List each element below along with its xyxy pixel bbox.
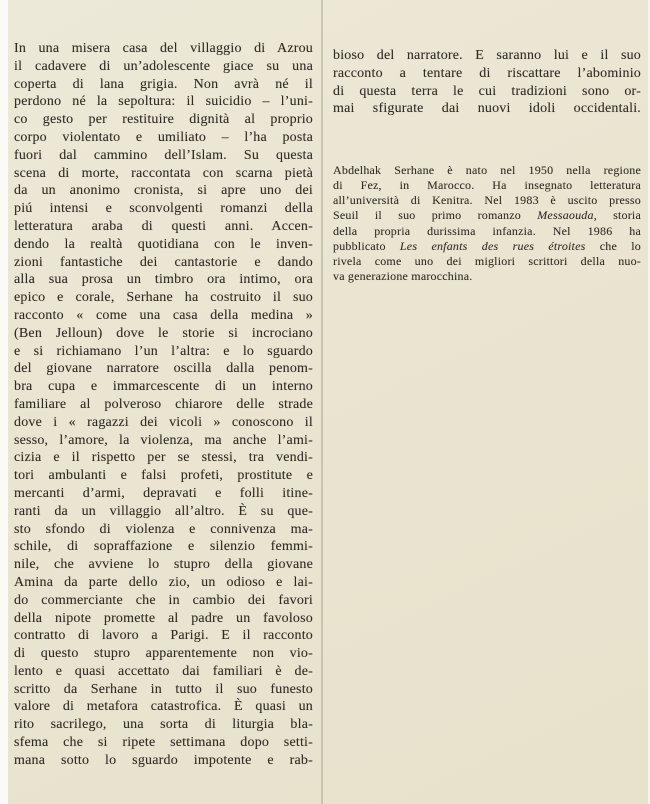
text-line [14,681,313,699]
text-line [14,538,313,556]
text-segment: del giovane narratore oscilla dalla penom- [14,361,313,377]
text-segment: corpo violentato e umiliato – l’ha posta [14,129,313,145]
text-segment: fuori dal cammino dell’Islam. Su questa [14,147,313,163]
text-line [333,83,641,101]
text-segment: all’università di Kenitra. Nel 1983 è uscito presso [333,193,641,208]
text-line [333,65,641,83]
text-segment: di Fez, in Marocco. Ha insegnato letteratura [333,178,641,193]
text-line [14,467,313,485]
intro-paragraph [333,47,641,118]
text-segment: di questo stupro apparentemente non vio- [14,646,313,662]
text-line [14,307,313,325]
text-line [333,163,641,178]
text-line [14,698,313,716]
text-line [14,271,313,289]
text-segment: familiare al polveroso chiarore delle strade [14,396,313,412]
text-segment: , storia [593,208,641,223]
text-segment: sto sfondo di violenza e connivenza ma- [14,521,313,537]
text-segment: dendo la realtà quotidiana con le inven- [14,236,313,252]
text-line [333,100,641,118]
text-line [14,663,313,681]
text-segment: Abdelhak Serhane è nato nel 1950 nella regione [333,163,641,178]
text-line [333,193,641,208]
text-line [14,592,313,610]
text-line [333,269,641,284]
text-segment: piú intensi e sconvolgenti romanzi della [14,201,313,217]
text-line [14,485,313,503]
text-line [14,378,313,396]
text-segment: bra cupa e immarcescente di un interno [14,379,313,395]
text-segment: epico e corale, Serhane ha costruito il suo [14,290,313,306]
text-segment: coperta di lana grigia. Non avrà né il [14,76,313,92]
text-line [14,432,313,450]
text-line [14,325,313,343]
italic-title-text: Messaouda [537,208,594,223]
text-segment: (Ben Jelloun) dove le storie si incrociano [14,325,313,341]
text-line [14,610,313,628]
text-segment: lento e quasi accettato dai familiari è de- [14,663,313,679]
flap-fold-line [321,0,323,804]
author-bio-paragraph [333,163,641,284]
text-segment: e si richiamano l’un l’altra: e lo sguardo [14,343,313,359]
text-segment: schile, di sopraffazione e silenzio femmi- [14,539,313,555]
text-segment: zioni fantastiche dei cantastorie e dando [14,254,313,270]
text-line [14,182,313,200]
text-line [14,734,313,752]
text-line [14,254,313,272]
text-segment: sesso, l’amore, la violenza, ma anche l’ami- [14,432,313,448]
text-line [14,521,313,539]
text-segment: di questa terra le cui tradizioni sono or- [333,83,641,99]
text-segment: mercanti d’armi, depravati e folli itine- [14,485,313,501]
text-segment: dove i « ragazzi dei vicoli » conoscono il [14,414,313,430]
text-segment: mai sfigurate dai nuovi idoli occidentali. [333,101,641,117]
text-line [14,556,313,574]
text-segment: scritto da Serhane in tutto il suo funesto [14,681,313,697]
text-segment: racconto « come una casa della medina » [14,307,313,323]
text-segment: pubblicato [333,238,400,253]
text-segment: mana sotto lo sguardo impotente e rab- [14,752,313,768]
text-segment: tori ambulanti e falsi profeti, prostitute e [14,468,313,484]
text-segment: della propria durissima infanzia. Nel 1986 ha [333,223,641,238]
text-line [14,627,313,645]
text-line [14,414,313,432]
text-line [14,752,313,770]
text-line [14,129,313,147]
text-segment: co gesto per restituire dignità al proprio [14,112,313,128]
text-line [14,58,313,76]
text-segment: In una misera casa del villaggio di Azrou [14,41,313,56]
text-line [14,645,313,663]
text-line [14,716,313,734]
scan-edge-left [0,0,8,804]
text-line [14,147,313,165]
right-column [333,40,641,284]
text-segment: va generazione marocchina. [333,268,473,283]
italic-title-text: Les enfants des rues étroites [399,238,586,253]
text-line [333,208,641,223]
text-line [14,200,313,218]
text-line [333,239,641,254]
text-line [14,449,313,467]
text-line [14,218,313,236]
text-segment: contratto di lavoro a Parigi. E il racconto [14,628,313,644]
text-line [333,224,641,239]
text-segment: valore di metafora catastrofica. È quasi un [14,699,313,715]
text-segment: scena di morte, raccontata con scarna pietà [14,165,313,181]
text-segment: perdono né la sepoltura: il suicidio – l’uni- [14,94,313,110]
text-segment: bioso del narratore. E saranno lui e il suo [333,48,641,63]
text-line [14,360,313,378]
text-line [14,93,313,111]
text-line [14,289,313,307]
text-segment: Amina da parte dello zio, un odioso e lai- [14,574,313,590]
text-segment: racconto a tentare di riscattare l’abominio [333,65,641,81]
text-segment: sfema che si ripete settimana dopo setti- [14,735,313,751]
text-segment: ranti da un villaggio all’altro. È su que- [14,503,313,519]
text-line [14,574,313,592]
text-segment: nile, che avviene lo stupro della giovane [14,557,313,573]
text-segment: da un anonimo cronista, si apre uno dei [14,183,313,199]
left-column [14,40,313,770]
text-segment: il cadavere di un’adolescente giace su una [14,58,313,74]
text-line [333,254,641,269]
text-line [14,165,313,183]
text-segment: rivela come uno dei migliori scrittori della nuo- [333,253,641,268]
text-line [14,503,313,521]
text-segment: do commerciante che in cambio dei favori [14,592,313,608]
text-segment: della nipote promette al padre un favoloso [14,610,313,626]
text-line [14,236,313,254]
text-segment: Seuil il suo primo romanzo [333,208,538,223]
text-segment: rito sacrilego, una sorta di liturgia bla- [14,717,313,733]
text-segment: cizia e il rispetto per se stessi, tra vendi- [14,450,313,466]
text-line [14,40,313,58]
text-line [14,343,313,361]
text-line [333,178,641,193]
text-segment: che lo [585,238,641,253]
text-segment: letteratura araba di questi anni. Accen- [14,218,313,234]
text-line [14,396,313,414]
text-line [333,47,641,65]
text-line [14,111,313,129]
text-segment: alla sua prosa un timbro ora intimo, ora [14,272,313,288]
text-line [14,76,313,94]
